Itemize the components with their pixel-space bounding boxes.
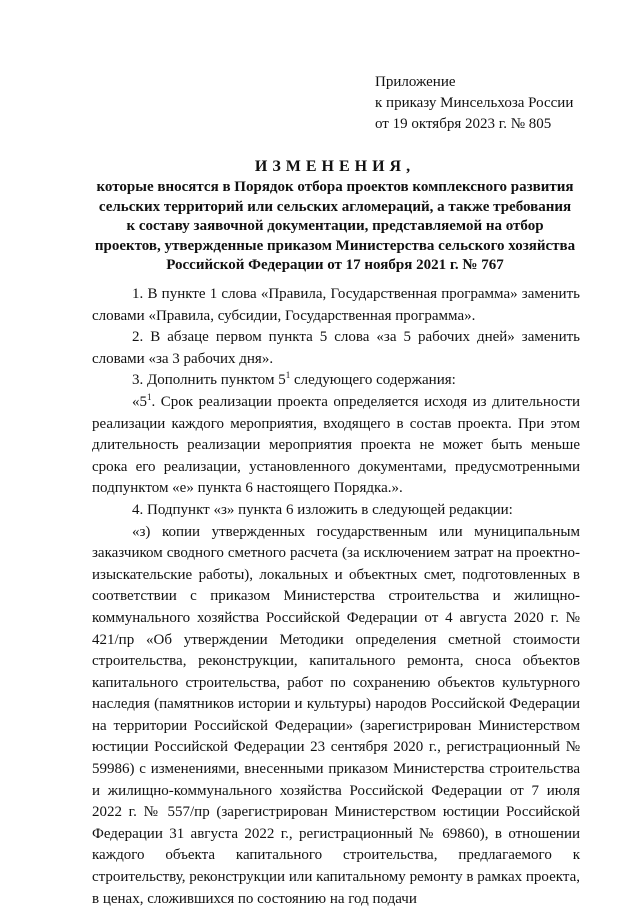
appendix-order-date: от 19 октября 2023 г. № 805 bbox=[375, 116, 552, 132]
appendix-label: Приложение bbox=[375, 74, 456, 90]
superscript: 1 bbox=[147, 391, 152, 402]
paragraph-text: 3. Дополнить пунктом 5 bbox=[132, 372, 286, 389]
paragraph-item-2: 2. В абзаце первом пункта 5 слова «за 5 рабочих дней» заменить словами «за 3 рабочих дня». bbox=[92, 329, 580, 367]
document-subtitle bbox=[90, 178, 580, 276]
paragraph-text: . Срок реализации проекта определяется исходя из длительности реализации каждого мероприятия, входящего в состав проекта. При этом длительность реализации мероприятия проекта не может быть меньше срока его реализации, установленного документами, предусмотренными подпунктом «е» пункта 6 настоящего Порядка.». bbox=[92, 393, 580, 497]
superscript: 1 bbox=[285, 370, 291, 381]
subtitle-line: к составу заявочной документации, представляемой на отбор bbox=[126, 218, 544, 234]
paragraph-subitem-z: «з) копии утвержденных государственным или муниципальным заказчиком сводного сметного расчета (за исключением затрат на проектно-изыскательские работы), локальных и объектных смет, подготовленных в соответствии с приказом Министерства строительства и жилищно-коммунального хозяйства Российской Федерации от 4 августа 2020 г. № 421/пр «Об утверждении Методики определения сметной стоимости строительства, реконструкции, капитального ремонта, сноса объектов капитального строительства, работ по сохранению объектов культурного наследия (памятников истории и культуры) народов Российской Федерации на территории Российской Федерации» (зарегистрирован Министерством юстиции Российской Федерации 23 сентября 2020 г., регистрационный № 59986) с изменениями, внесенными приказом Министерства строительства и жилищно-коммунального хозяйства Российской Федерации от 7 июля 2022 г. № 557/пр (зарегистрирован Министерством юстиции Российской Федерации 31 августа 2022 г., регистрационный № 69860), в отношении каждого объекта капитального строительства, предлагаемого к строительству, реконструкции или капитальному ремонту в рамках проекта, в ценах, сложившихся по состоянию на год подачи bbox=[92, 523, 580, 907]
paragraph-item-4: 4. Подпункт «з» пункта 6 изложить в следующей редакции: bbox=[132, 501, 513, 518]
subtitle-line: Российской Федерации от 17 ноября 2021 г. № 767 bbox=[166, 257, 504, 273]
paragraph-quote-5-1 bbox=[92, 392, 580, 500]
document-body bbox=[92, 284, 580, 910]
paragraph-text: «5 bbox=[132, 393, 147, 410]
paragraph-text: следующего содержания: bbox=[290, 372, 456, 389]
appendix-order-ref: к приказу Минсельхоза России bbox=[375, 95, 574, 111]
subtitle-line: проектов, утвержденные приказом Министерства сельского хозяйства bbox=[94, 237, 576, 254]
document-title: ИЗМЕНЕНИЯ, bbox=[254, 158, 416, 175]
appendix-reference bbox=[375, 72, 573, 135]
paragraph-item-3 bbox=[92, 370, 580, 392]
paragraph-item-1: 1. В пункте 1 слова «Правила, Государственная программа» заменить словами «Правила, субсидии, Государственная программа». bbox=[92, 286, 580, 324]
subtitle-line: которые вносятся в Порядок отбора проектов комплексного развития bbox=[96, 179, 574, 195]
subtitle-line: сельских территорий или сельских агломераций, а также требования bbox=[98, 198, 572, 215]
